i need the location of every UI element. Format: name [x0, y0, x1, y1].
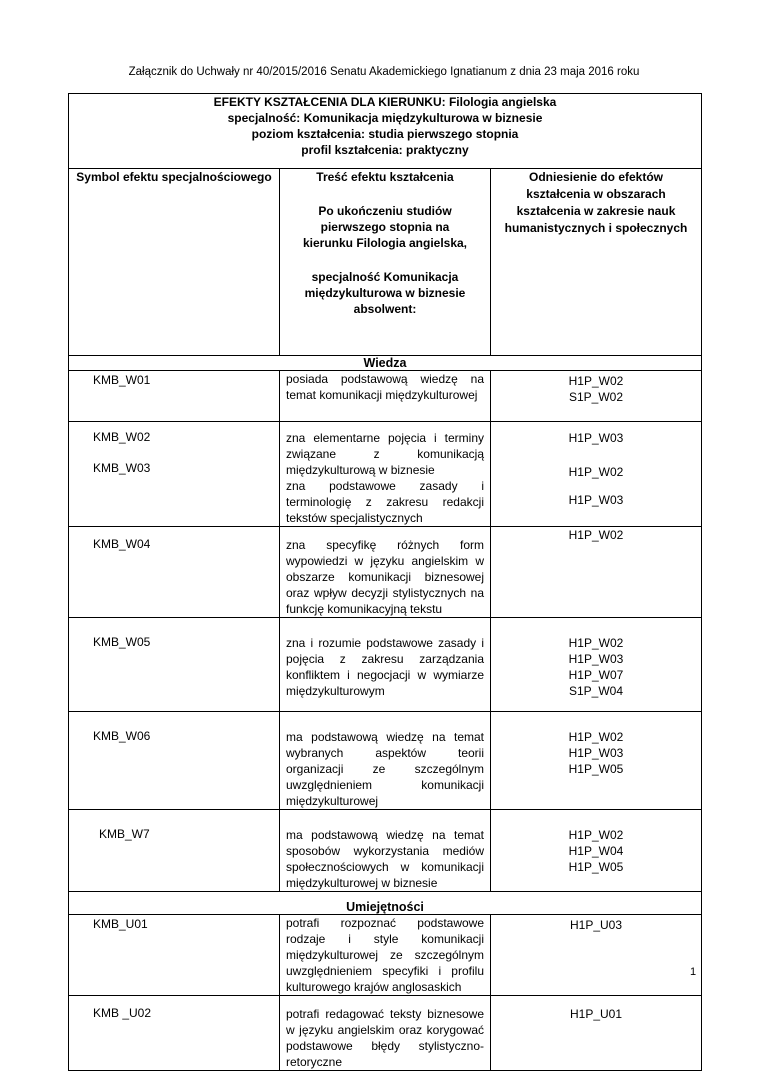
- table-row: [69, 810, 702, 892]
- row-symbol: KMB_U01: [69, 915, 280, 996]
- table-row: [69, 915, 702, 996]
- reference-code: H1P_W02: [568, 828, 624, 842]
- column-content-line3: specjalność Komunikacja międzykulturowa w biznesie absolwent:: [304, 270, 466, 316]
- table-row: [69, 996, 702, 1071]
- row-description: zna podstawowe zasady i terminologię z zakresu redakcji tekstów specjalistycznych: [286, 479, 484, 525]
- header-line-2: specjalność: Komunikacja międzykulturowa w biznesie: [227, 111, 543, 125]
- column-symbol-label: Symbol efektu specjalnościowego: [76, 170, 272, 184]
- reference-code: H1P_W04: [568, 844, 624, 858]
- row-description: zna specyfikę różnych form wypowiedzi w języku angielskim w obszarze komunikacji biznesowej oraz wpływ decyzji stylistycznych na funkcję komunikacyjną tekstu: [280, 527, 491, 618]
- table-row: [69, 371, 702, 422]
- column-content-line2: Po ukończeniu studiów pierwszego stopnia na kierunku Filologia angielska,: [302, 204, 468, 250]
- row-symbol-pair: [69, 422, 280, 527]
- reference-code: H1P_U03: [569, 918, 623, 932]
- row-description: posiada podstawową wiedzę na temat komunikacji międzykulturowej: [280, 371, 491, 422]
- column-header-row: [69, 169, 702, 356]
- table-row: [69, 712, 702, 810]
- row-description: ma podstawową wiedzę na temat wybranych aspektów teorii organizacji ze szczególnym uwzględnieniem komunikacji międzykulturowej: [280, 712, 491, 810]
- row-description: ma podstawową wiedzę na temat sposobów wykorzystania mediów społecznościowych w komunikacji międzykulturowej w biznesie: [280, 810, 491, 892]
- reference-code: H1P_U01: [569, 1007, 623, 1021]
- reference-code: H1P_W03: [568, 493, 624, 507]
- row-description: potrafi redagować teksty biznesowe w języku angielskim oraz korygować podstawowe błędy stylistyczno- retoryczne: [280, 996, 491, 1071]
- reference-code: H1P_W02: [568, 730, 624, 744]
- section-row-umiejetnosci: [69, 892, 702, 915]
- column-content-title: Treść efektu kształcenia: [316, 170, 454, 184]
- row-reference: [491, 527, 702, 618]
- reference-code: H1P_W02: [568, 636, 624, 650]
- header-line-4: profil kształcenia: praktyczny: [301, 143, 469, 157]
- row-symbol: KMB_W02: [93, 430, 151, 444]
- row-symbol: KMB_W06: [69, 712, 280, 810]
- reference-code: H1P_W02: [568, 465, 624, 479]
- table-header-row: [69, 94, 702, 169]
- section-heading-umiejetnosci: Umiejętności: [69, 892, 702, 915]
- column-header-symbol: [69, 169, 280, 356]
- reference-code: H1P_W03: [568, 431, 624, 445]
- section-row-wiedza: [69, 356, 702, 371]
- row-symbol: KMB_W04: [69, 527, 280, 618]
- header-line-3: poziom kształcenia: studia pierwszego stopnia: [251, 127, 519, 141]
- table-row: [69, 527, 702, 618]
- row-description-pair: [280, 422, 491, 527]
- row-reference: [491, 618, 702, 712]
- reference-code: H1P_W02: [568, 374, 624, 388]
- table-header: [69, 94, 702, 169]
- reference-code: H1P_W05: [568, 762, 624, 776]
- row-reference: [491, 996, 702, 1071]
- row-description: potrafi rozpoznać podstawowe rodzaje i style komunikacji międzykulturowej ze szczególnym uwzględnieniem specyfiki i profilu kulturowego krajów anglosaskich: [280, 915, 491, 996]
- page-number: 1: [690, 966, 697, 978]
- row-symbol: KMB _U02: [69, 996, 280, 1071]
- row-symbol: KMB_W05: [69, 618, 280, 712]
- row-symbol: KMB_W03: [93, 461, 151, 475]
- reference-code: H1P_W02: [568, 528, 624, 542]
- column-header-content: [280, 169, 491, 356]
- reference-code: H1P_W03: [568, 746, 624, 760]
- document-caption: Załącznik do Uchwały nr 40/2015/2016 Senatu Akademickiego Ignatianum z dnia 23 maja 2016 roku: [128, 66, 640, 78]
- table-row: [69, 422, 702, 527]
- row-reference: [491, 371, 702, 422]
- reference-code: H1P_W05: [568, 860, 624, 874]
- reference-code: H1P_W07: [568, 668, 624, 682]
- table-row: [69, 618, 702, 712]
- row-symbol: KMB_W7: [69, 810, 280, 892]
- learning-outcomes-table: [68, 93, 702, 1071]
- section-heading-wiedza: Wiedza: [69, 356, 702, 371]
- column-reference-label: Odniesienie do efektów kształcenia w obszarach kształcenia w zakresie nauk humanistycznych i społecznych: [504, 170, 688, 235]
- row-reference-pair: [491, 422, 702, 527]
- header-line-1: EFEKTY KSZTAŁCENIA DLA KIERUNKU: Filologia angielska: [213, 95, 557, 109]
- row-reference: [491, 810, 702, 892]
- reference-code: S1P_W02: [568, 390, 624, 404]
- row-reference: [491, 915, 702, 996]
- reference-code: S1P_W04: [568, 684, 624, 698]
- row-description: zna i rozumie podstawowe zasady i pojęcia z zakresu zarządzania konfliktem i negocjacji w wymiarze międzykulturowym: [280, 618, 491, 712]
- row-symbol: KMB_W01: [69, 371, 280, 422]
- row-description: zna elementarne pojęcia i terminy związane z komunikacją międzykulturową w biznesie: [286, 431, 484, 477]
- reference-code: H1P_W03: [568, 652, 624, 666]
- column-header-reference: [491, 169, 702, 356]
- row-reference: [491, 712, 702, 810]
